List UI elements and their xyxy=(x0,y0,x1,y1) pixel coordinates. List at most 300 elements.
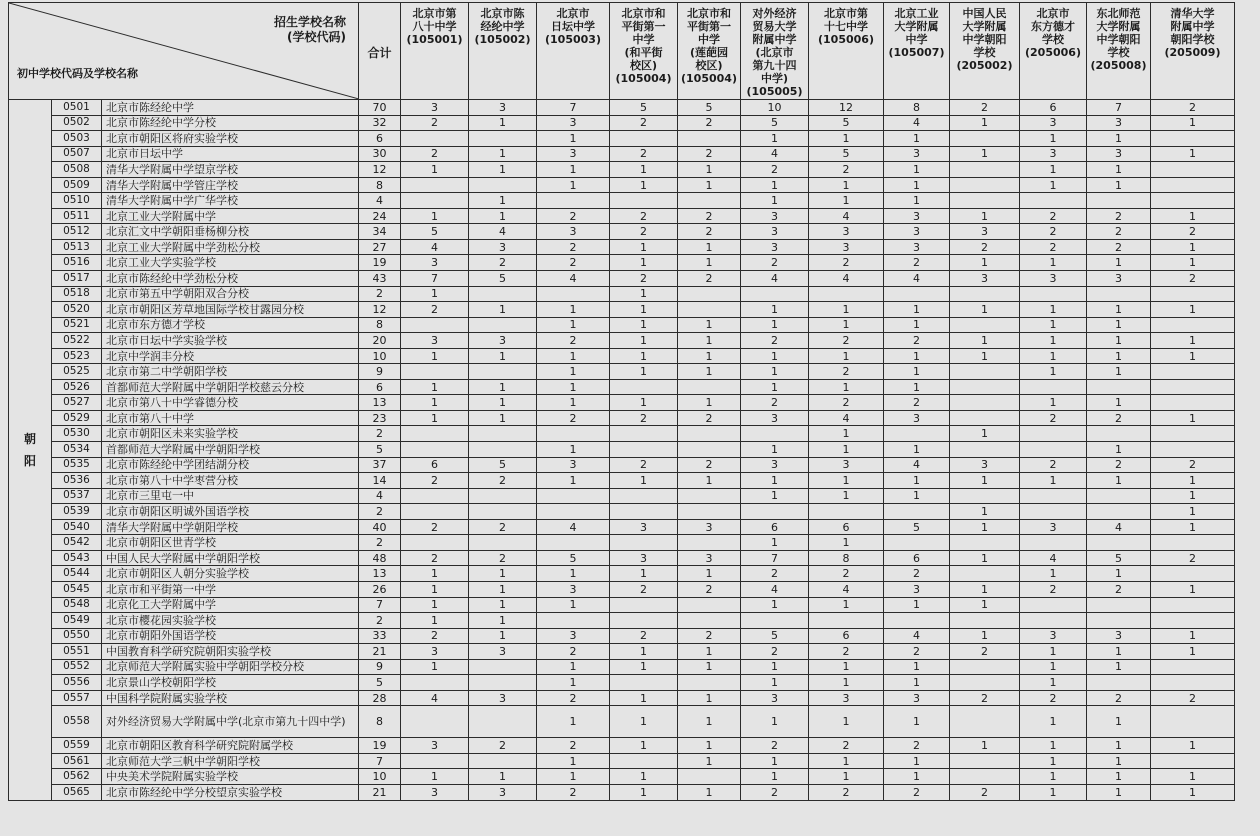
junior-school-code: 0522 xyxy=(52,333,102,349)
quota-cell: 8 xyxy=(884,100,950,116)
table-row xyxy=(9,224,1235,240)
quota-cell xyxy=(469,286,537,302)
quota-cell: 3 xyxy=(884,208,950,224)
quota-cell: 1 xyxy=(741,302,809,318)
row-total: 27 xyxy=(359,239,401,255)
quota-cell xyxy=(678,675,741,691)
junior-school-name: 北京市第八十中学枣营分校 xyxy=(102,473,359,489)
quota-cell xyxy=(884,613,950,629)
junior-school-code: 0545 xyxy=(52,581,102,597)
table-row xyxy=(9,333,1235,349)
quota-cell: 2 xyxy=(1020,224,1087,240)
quota-cell: 1 xyxy=(610,333,678,349)
quota-cell: 3 xyxy=(678,550,741,566)
quota-cell: 1 xyxy=(1151,410,1235,426)
quota-cell xyxy=(950,364,1020,380)
table-header-row xyxy=(9,3,1235,100)
quota-cell: 5 xyxy=(809,146,884,162)
quota-cell: 1 xyxy=(884,473,950,489)
quota-cell: 1 xyxy=(950,550,1020,566)
quota-cell xyxy=(678,442,741,458)
quota-cell: 1 xyxy=(678,177,741,193)
quota-cell xyxy=(469,131,537,147)
quota-cell: 3 xyxy=(1020,271,1087,287)
quota-cell xyxy=(469,488,537,504)
junior-school-name: 北京市第五中学朝阳双合分校 xyxy=(102,286,359,302)
quota-cell: 5 xyxy=(809,115,884,131)
quota-cell: 1 xyxy=(1087,395,1151,411)
quota-cell: 2 xyxy=(950,690,1020,706)
junior-school-code: 0527 xyxy=(52,395,102,411)
row-total: 33 xyxy=(359,628,401,644)
quota-cell xyxy=(401,753,469,769)
junior-school-name: 北京市朝阳区明诚外国语学校 xyxy=(102,504,359,520)
quota-cell xyxy=(1020,535,1087,551)
junior-school-code: 0540 xyxy=(52,519,102,535)
corner-title xyxy=(274,15,346,45)
quota-cell xyxy=(1020,488,1087,504)
quota-cell: 1 xyxy=(884,675,950,691)
quota-cell xyxy=(1151,706,1235,738)
quota-cell: 1 xyxy=(809,442,884,458)
quota-cell: 2 xyxy=(741,333,809,349)
quota-cell: 5 xyxy=(741,115,809,131)
quota-cell xyxy=(469,753,537,769)
quota-cell xyxy=(610,597,678,613)
quota-cell: 1 xyxy=(1151,769,1235,785)
quota-cell: 7 xyxy=(1087,100,1151,116)
quota-cell: 4 xyxy=(537,519,610,535)
quota-cell xyxy=(950,162,1020,178)
quota-cell xyxy=(537,535,610,551)
quota-cell xyxy=(741,613,809,629)
quota-cell: 1 xyxy=(809,177,884,193)
row-total: 26 xyxy=(359,581,401,597)
junior-school-code: 0557 xyxy=(52,690,102,706)
quota-cell: 1 xyxy=(401,379,469,395)
quota-cell: 1 xyxy=(678,659,741,675)
quota-cell: 2 xyxy=(610,224,678,240)
school-name-line: 经纶中学 xyxy=(480,20,525,33)
row-total: 10 xyxy=(359,769,401,785)
quota-cell xyxy=(809,504,884,520)
quota-cell: 2 xyxy=(1151,550,1235,566)
junior-school-code: 0539 xyxy=(52,504,102,520)
school-code: (105005) xyxy=(746,85,803,98)
quota-cell: 5 xyxy=(401,224,469,240)
school-name-line: 大学附属 xyxy=(1096,20,1141,33)
quota-cell: 1 xyxy=(1151,208,1235,224)
quota-cell: 3 xyxy=(401,100,469,116)
quota-cell xyxy=(469,364,537,380)
quota-cell: 2 xyxy=(884,566,950,582)
quota-cell xyxy=(950,659,1020,675)
quota-cell: 1 xyxy=(401,613,469,629)
quota-cell: 1 xyxy=(1020,753,1087,769)
quota-cell: 1 xyxy=(741,769,809,785)
quota-cell: 1 xyxy=(401,597,469,613)
quota-cell: 1 xyxy=(1087,131,1151,147)
quota-cell xyxy=(884,535,950,551)
quota-cell: 1 xyxy=(678,690,741,706)
school-name-line: (北京市 xyxy=(755,46,794,59)
quota-cell: 1 xyxy=(610,348,678,364)
quota-cell: 4 xyxy=(401,690,469,706)
quota-cell: 2 xyxy=(678,208,741,224)
quota-cell: 2 xyxy=(678,115,741,131)
quota-cell: 3 xyxy=(469,690,537,706)
quota-cell: 1 xyxy=(809,753,884,769)
row-total: 2 xyxy=(359,286,401,302)
quota-cell xyxy=(950,753,1020,769)
row-total: 5 xyxy=(359,675,401,691)
quota-cell: 1 xyxy=(610,255,678,271)
junior-school-code: 0503 xyxy=(52,131,102,147)
quota-cell xyxy=(741,504,809,520)
quota-cell xyxy=(678,613,741,629)
school-name-line: (和平街 xyxy=(624,46,663,59)
quota-cell: 1 xyxy=(537,348,610,364)
junior-school-name: 北京市陈经纶中学团结湖分校 xyxy=(102,457,359,473)
quota-cell xyxy=(610,131,678,147)
table-row xyxy=(9,457,1235,473)
row-total: 48 xyxy=(359,550,401,566)
quota-cell: 1 xyxy=(809,379,884,395)
junior-school-code: 0562 xyxy=(52,769,102,785)
row-total: 37 xyxy=(359,457,401,473)
quota-cell: 1 xyxy=(678,706,741,738)
quota-cell: 1 xyxy=(950,146,1020,162)
quota-cell: 1 xyxy=(1087,753,1151,769)
table-row xyxy=(9,706,1235,738)
junior-school-code: 0550 xyxy=(52,628,102,644)
junior-school-name: 北京市三里屯一中 xyxy=(102,488,359,504)
quota-cell: 1 xyxy=(884,177,950,193)
quota-cell xyxy=(401,535,469,551)
junior-school-code: 0543 xyxy=(52,550,102,566)
quota-cell: 1 xyxy=(884,706,950,738)
quota-cell: 2 xyxy=(537,208,610,224)
admission-quota-table xyxy=(8,2,1235,801)
quota-cell xyxy=(678,488,741,504)
table-row xyxy=(9,131,1235,147)
school-code: (105007) xyxy=(888,46,945,59)
school-name-line: 大学附属 xyxy=(962,20,1007,33)
quota-cell: 3 xyxy=(950,457,1020,473)
quota-cell: 1 xyxy=(1087,659,1151,675)
row-total: 10 xyxy=(359,348,401,364)
quota-cell: 6 xyxy=(809,628,884,644)
quota-cell: 2 xyxy=(1151,457,1235,473)
quota-cell: 3 xyxy=(1020,519,1087,535)
school-name-line: 东方德才 xyxy=(1031,20,1075,33)
quota-cell xyxy=(401,364,469,380)
quota-cell: 1 xyxy=(809,706,884,738)
school-header xyxy=(537,3,610,100)
quota-cell: 1 xyxy=(884,769,950,785)
row-total: 12 xyxy=(359,162,401,178)
quota-cell: 5 xyxy=(741,628,809,644)
quota-cell: 1 xyxy=(809,535,884,551)
quota-cell: 1 xyxy=(1020,317,1087,333)
junior-school-code: 0534 xyxy=(52,442,102,458)
quota-cell xyxy=(950,379,1020,395)
junior-school-name: 北京市陈经纶中学劲松分校 xyxy=(102,271,359,287)
row-total: 34 xyxy=(359,224,401,240)
quota-cell: 1 xyxy=(678,364,741,380)
quota-cell: 1 xyxy=(678,395,741,411)
quota-cell: 4 xyxy=(884,628,950,644)
quota-cell: 1 xyxy=(1151,115,1235,131)
quota-cell xyxy=(1087,504,1151,520)
quota-cell: 1 xyxy=(401,659,469,675)
row-total: 5 xyxy=(359,442,401,458)
school-name-line: 北京市 xyxy=(1036,7,1070,20)
quota-cell xyxy=(469,426,537,442)
table-row xyxy=(9,769,1235,785)
quota-cell xyxy=(1151,177,1235,193)
quota-cell: 1 xyxy=(610,566,678,582)
junior-school-name: 中国教育科学研究院朝阳实验学校 xyxy=(102,644,359,660)
quota-cell: 3 xyxy=(884,146,950,162)
table-row xyxy=(9,395,1235,411)
quota-cell: 1 xyxy=(1020,333,1087,349)
quota-cell: 1 xyxy=(809,348,884,364)
junior-school-code: 0552 xyxy=(52,659,102,675)
quota-cell: 1 xyxy=(1020,738,1087,754)
junior-school-name: 清华大学附属中学管庄学校 xyxy=(102,177,359,193)
quota-cell: 1 xyxy=(884,753,950,769)
junior-school-code: 0549 xyxy=(52,613,102,629)
quota-cell: 3 xyxy=(469,333,537,349)
quota-cell: 1 xyxy=(950,333,1020,349)
quota-cell: 1 xyxy=(678,473,741,489)
quota-cell: 1 xyxy=(469,302,537,318)
junior-school-name: 清华大学附属中学朝阳学校 xyxy=(102,519,359,535)
quota-cell xyxy=(1087,613,1151,629)
quota-cell: 3 xyxy=(809,690,884,706)
quota-cell: 2 xyxy=(741,162,809,178)
school-name-line: 日坛中学 xyxy=(551,20,595,33)
quota-cell: 3 xyxy=(884,581,950,597)
quota-cell: 1 xyxy=(469,628,537,644)
quota-cell xyxy=(610,488,678,504)
quota-cell: 1 xyxy=(537,597,610,613)
row-total: 2 xyxy=(359,535,401,551)
junior-school-name: 北京汇文中学朝阳垂杨柳分校 xyxy=(102,224,359,240)
quota-cell: 1 xyxy=(678,784,741,800)
quota-cell: 6 xyxy=(1020,100,1087,116)
table-row xyxy=(9,271,1235,287)
quota-cell: 1 xyxy=(884,597,950,613)
junior-school-name: 首都师范大学附属中学朝阳学校 xyxy=(102,442,359,458)
quota-cell: 2 xyxy=(401,115,469,131)
quota-cell: 1 xyxy=(401,348,469,364)
quota-cell: 1 xyxy=(1151,473,1235,489)
quota-cell: 2 xyxy=(1087,457,1151,473)
quota-cell: 1 xyxy=(610,239,678,255)
quota-cell: 1 xyxy=(469,581,537,597)
table-row xyxy=(9,519,1235,535)
quota-cell: 1 xyxy=(1020,162,1087,178)
quota-cell xyxy=(610,535,678,551)
quota-cell: 2 xyxy=(678,628,741,644)
quota-cell xyxy=(1151,566,1235,582)
table-row xyxy=(9,597,1235,613)
table-row xyxy=(9,162,1235,178)
quota-cell: 1 xyxy=(1020,131,1087,147)
quota-cell: 2 xyxy=(469,255,537,271)
quota-cell xyxy=(950,535,1020,551)
school-header xyxy=(1151,3,1235,100)
junior-school-code: 0502 xyxy=(52,115,102,131)
quota-cell: 1 xyxy=(537,675,610,691)
school-code: (205008) xyxy=(1090,59,1147,72)
quota-cell: 4 xyxy=(537,271,610,287)
quota-cell: 2 xyxy=(1087,690,1151,706)
quota-cell: 2 xyxy=(401,302,469,318)
table-row xyxy=(9,286,1235,302)
quota-cell: 1 xyxy=(1151,628,1235,644)
quota-cell: 10 xyxy=(741,100,809,116)
school-header xyxy=(741,3,809,100)
quota-cell: 1 xyxy=(1151,239,1235,255)
row-total: 13 xyxy=(359,395,401,411)
quota-cell: 6 xyxy=(741,519,809,535)
quota-cell: 1 xyxy=(1087,177,1151,193)
school-code: (105004) xyxy=(681,72,737,85)
quota-cell: 2 xyxy=(610,115,678,131)
quota-cell: 1 xyxy=(610,162,678,178)
quota-cell: 3 xyxy=(809,239,884,255)
school-name-line: 贸易大学 xyxy=(752,20,797,33)
row-total: 13 xyxy=(359,566,401,582)
school-name-line: 校区) xyxy=(629,59,658,72)
quota-cell xyxy=(950,613,1020,629)
quota-cell: 1 xyxy=(1151,504,1235,520)
junior-school-name: 北京市第八十中学睿德分校 xyxy=(102,395,359,411)
row-total: 43 xyxy=(359,271,401,287)
quota-cell: 3 xyxy=(1087,146,1151,162)
quota-cell: 4 xyxy=(809,581,884,597)
quota-cell xyxy=(678,302,741,318)
quota-cell: 2 xyxy=(809,255,884,271)
quota-cell xyxy=(950,675,1020,691)
quota-cell: 1 xyxy=(401,566,469,582)
school-header xyxy=(809,3,884,100)
quota-cell: 6 xyxy=(401,457,469,473)
quota-cell: 2 xyxy=(1151,224,1235,240)
quota-cell: 2 xyxy=(884,738,950,754)
junior-school-code: 0501 xyxy=(52,100,102,116)
quota-cell: 1 xyxy=(1020,659,1087,675)
junior-school-code: 0556 xyxy=(52,675,102,691)
junior-school-name: 北京市朝阳区人朝分实验学校 xyxy=(102,566,359,582)
quota-cell: 1 xyxy=(678,239,741,255)
quota-cell: 2 xyxy=(741,395,809,411)
quota-cell: 1 xyxy=(1087,738,1151,754)
junior-school-name: 中央美术学院附属实验学校 xyxy=(102,769,359,785)
table-row xyxy=(9,193,1235,209)
quota-cell xyxy=(678,426,741,442)
row-total: 70 xyxy=(359,100,401,116)
quota-cell: 2 xyxy=(1087,239,1151,255)
quota-cell xyxy=(401,193,469,209)
quota-cell: 1 xyxy=(1020,675,1087,691)
junior-school-code: 0518 xyxy=(52,286,102,302)
quota-cell: 1 xyxy=(1087,348,1151,364)
quota-cell: 1 xyxy=(950,519,1020,535)
quota-cell: 1 xyxy=(809,659,884,675)
quota-cell xyxy=(1151,379,1235,395)
row-total: 14 xyxy=(359,473,401,489)
row-total: 21 xyxy=(359,784,401,800)
quota-cell xyxy=(950,395,1020,411)
quota-cell: 4 xyxy=(741,581,809,597)
quota-cell xyxy=(1151,286,1235,302)
quota-cell: 1 xyxy=(1087,706,1151,738)
quota-cell: 1 xyxy=(537,317,610,333)
table-row xyxy=(9,613,1235,629)
quota-cell: 3 xyxy=(401,738,469,754)
quota-cell: 2 xyxy=(401,519,469,535)
quota-cell: 1 xyxy=(1087,364,1151,380)
junior-school-name: 北京化工大学附属中学 xyxy=(102,597,359,613)
quota-cell: 1 xyxy=(610,659,678,675)
quota-cell: 1 xyxy=(884,379,950,395)
quota-cell xyxy=(809,613,884,629)
quota-cell xyxy=(469,317,537,333)
quota-cell: 2 xyxy=(469,519,537,535)
quota-cell: 2 xyxy=(1020,239,1087,255)
quota-cell: 1 xyxy=(1087,333,1151,349)
quota-cell xyxy=(678,379,741,395)
quota-cell: 3 xyxy=(401,784,469,800)
quota-cell: 1 xyxy=(884,193,950,209)
quota-cell: 2 xyxy=(884,255,950,271)
school-name-line: 北京市第 xyxy=(824,7,868,20)
quota-cell: 2 xyxy=(950,100,1020,116)
quota-cell: 1 xyxy=(809,193,884,209)
school-name-line: 东北师范 xyxy=(1096,7,1141,20)
quota-cell xyxy=(537,193,610,209)
junior-school-code: 0525 xyxy=(52,364,102,380)
quota-cell: 1 xyxy=(678,566,741,582)
quota-cell xyxy=(950,410,1020,426)
quota-cell: 1 xyxy=(537,162,610,178)
row-total: 8 xyxy=(359,706,401,738)
quota-cell: 2 xyxy=(884,395,950,411)
quota-cell: 2 xyxy=(610,457,678,473)
quota-cell: 3 xyxy=(610,550,678,566)
junior-school-code: 0517 xyxy=(52,271,102,287)
quota-cell xyxy=(469,504,537,520)
school-name-line: 中学 xyxy=(698,33,720,46)
school-name-line: 北京市第 xyxy=(412,7,457,20)
quota-cell: 1 xyxy=(537,753,610,769)
quota-cell xyxy=(950,131,1020,147)
quota-cell: 3 xyxy=(537,115,610,131)
quota-cell xyxy=(950,488,1020,504)
quota-cell xyxy=(610,426,678,442)
corner-header-cell xyxy=(9,3,359,100)
junior-school-name: 北京市和平街第一中学 xyxy=(102,581,359,597)
quota-cell xyxy=(1020,379,1087,395)
school-name-line: 朝阳学校 xyxy=(1170,33,1215,46)
quota-cell: 1 xyxy=(401,410,469,426)
quota-cell: 1 xyxy=(741,131,809,147)
quota-cell: 1 xyxy=(809,317,884,333)
